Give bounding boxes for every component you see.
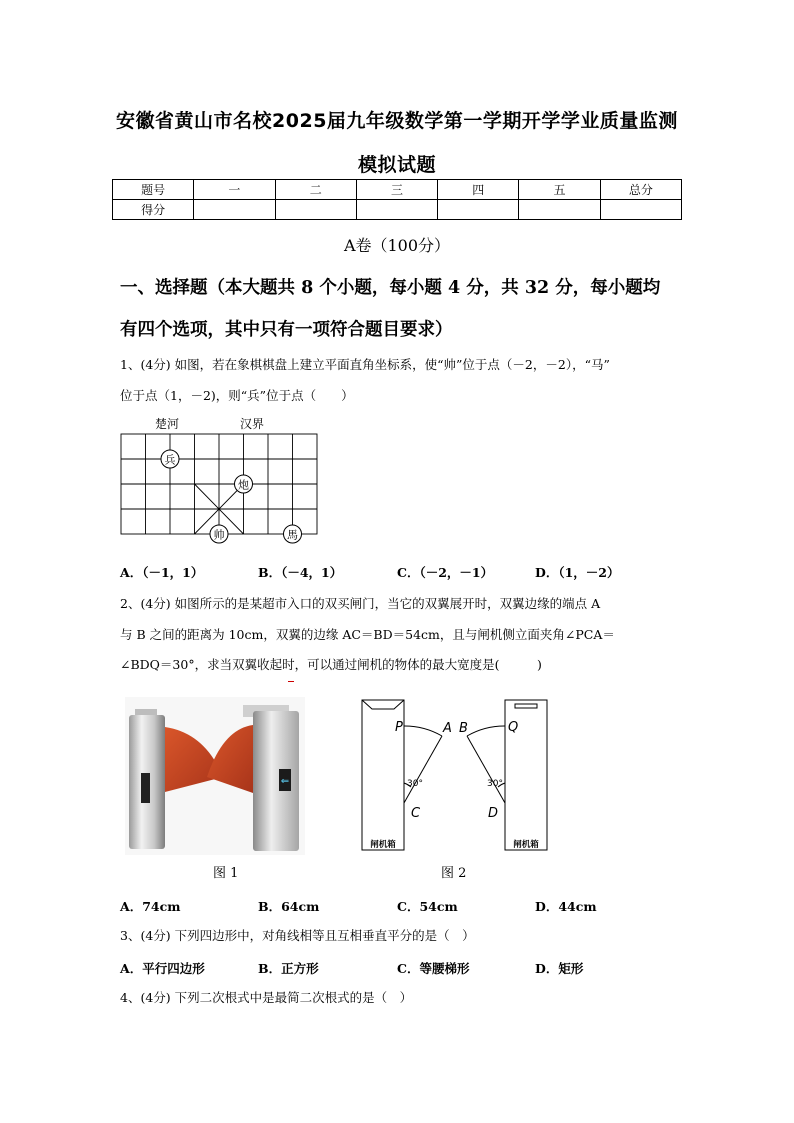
left-gate-top — [362, 700, 404, 709]
q1-option-c: C．（－2，－1） — [397, 565, 494, 580]
arc-pa — [404, 726, 442, 736]
score-table-cell: 一 — [194, 180, 275, 200]
q2-figure2-caption: 图 2 — [441, 866, 467, 881]
q2-text-line1: 2、(4分) 如图所示的是某超市入口的双买闸门，当它的双翼展开时，双翼边缘的端点 A — [120, 596, 601, 611]
board-grid — [121, 434, 317, 534]
q1-text-line2: 位于点（1，－2)，则“兵”位于点（ ） — [120, 388, 354, 403]
part1-heading-line2: 有四个选项，其中只有一项符合题目要求） — [120, 320, 453, 340]
piece-ma — [284, 525, 302, 543]
score-blank-cell[interactable] — [275, 200, 356, 220]
section-a-heading: A卷（100分） — [343, 236, 451, 255]
score-blank-cell[interactable] — [519, 200, 600, 220]
label-d: D — [488, 806, 499, 821]
segment-db — [467, 736, 505, 803]
q2-option-a: A．74cm — [120, 899, 181, 914]
score-table-cell: 三 — [356, 180, 437, 200]
q3-option-c: C．等腰梯形 — [397, 961, 470, 976]
label-p: P — [395, 720, 403, 735]
score-table-header-row — [113, 180, 682, 200]
q2-option-b: B．64cm — [258, 899, 320, 914]
svg-text:馬: 馬 — [287, 528, 298, 542]
right-gate-slot — [515, 704, 537, 708]
score-table-cell: 题号 — [113, 180, 194, 200]
score-table — [112, 179, 682, 220]
arc-qb — [467, 726, 505, 736]
board-label-hanjie: 汉界 — [240, 417, 265, 431]
red-mark — [288, 681, 294, 682]
q2-text-line2: 与 B 之间的距离为 10cm，双翼的边缘 AC＝BD＝54cm，且与闸机侧立面夹角∠PCA＝ — [120, 627, 615, 642]
label-q: Q — [508, 720, 519, 735]
score-table-cell: 得分 — [113, 200, 194, 220]
score-table-score-row — [113, 200, 682, 220]
q3-option-d: D．矩形 — [535, 961, 584, 976]
label-b: B — [459, 721, 468, 736]
svg-text:兵: 兵 — [164, 453, 176, 467]
score-blank-cell[interactable] — [438, 200, 519, 220]
label-a: A — [443, 721, 452, 736]
q3-option-a: A．平行四边形 — [120, 961, 205, 976]
angle-label-right: 30° — [487, 779, 503, 789]
score-table-cell: 五 — [519, 180, 600, 200]
q1-chessboard-figure — [115, 413, 325, 548]
board-label-chuhe: 楚河 — [155, 417, 180, 431]
q4-text-line1: 4、(4分) 下列二次根式中是最简二次根式的是（ ） — [120, 990, 413, 1005]
score-blank-cell[interactable] — [194, 200, 275, 220]
q1-text-line1: 1、(4分) 如图，若在象棋棋盘上建立平面直角坐标系，使“帅”位于点（－2，－2），“马” — [120, 357, 610, 372]
piece-shuai — [210, 525, 228, 543]
svg-text:帅: 帅 — [213, 528, 225, 542]
angle-label-left: 30° — [407, 779, 423, 789]
part1-heading-line1: 一、选择题（本大题共 8 个小题，每小题 4 分，共 32 分，每小题均 — [120, 278, 661, 298]
label-c: C — [411, 806, 421, 821]
arrow-icon: ⇐ — [280, 776, 290, 787]
svg-text:炮: 炮 — [238, 478, 249, 492]
q2-figure1-caption: 图 1 — [213, 866, 239, 881]
q2-text-line3: ∠BDQ＝30°，求当双翼收起时，可以通过闸机的物体的最大宽度是( ) — [120, 657, 542, 672]
exam-title-line2: 模拟试题 — [357, 154, 436, 176]
q3-option-b: B．正方形 — [258, 961, 319, 976]
q1-option-d: D．（1，－2） — [535, 565, 620, 580]
q3-text-line1: 3、(4分) 下列四边形中，对角线相等且互相垂直平分的是（ ） — [120, 928, 475, 943]
piece-bing — [161, 450, 179, 468]
q1-option-a: A．（－1，1） — [120, 565, 204, 580]
piece-pao — [235, 475, 253, 493]
q2-figure1-gate-photo — [125, 697, 305, 855]
label-gate-box-right: 闸机箱 — [513, 840, 539, 850]
q2-option-c: C．54cm — [397, 899, 458, 914]
q2-option-d: D．44cm — [535, 899, 597, 914]
exam-title-line1: 安徽省黄山市名校2025届九年级数学第一学期开学学业质量监测 — [116, 110, 678, 132]
score-table-cell: 总分 — [600, 180, 681, 200]
score-table-cell: 二 — [275, 180, 356, 200]
score-table-cell: 四 — [438, 180, 519, 200]
q1-option-b: B．（－4，1） — [258, 565, 343, 580]
segment-ca — [404, 736, 442, 803]
q2-figure2-diagram — [355, 695, 560, 855]
score-blank-cell[interactable] — [600, 200, 681, 220]
score-blank-cell[interactable] — [356, 200, 437, 220]
label-gate-box-left: 闸机箱 — [370, 840, 396, 850]
